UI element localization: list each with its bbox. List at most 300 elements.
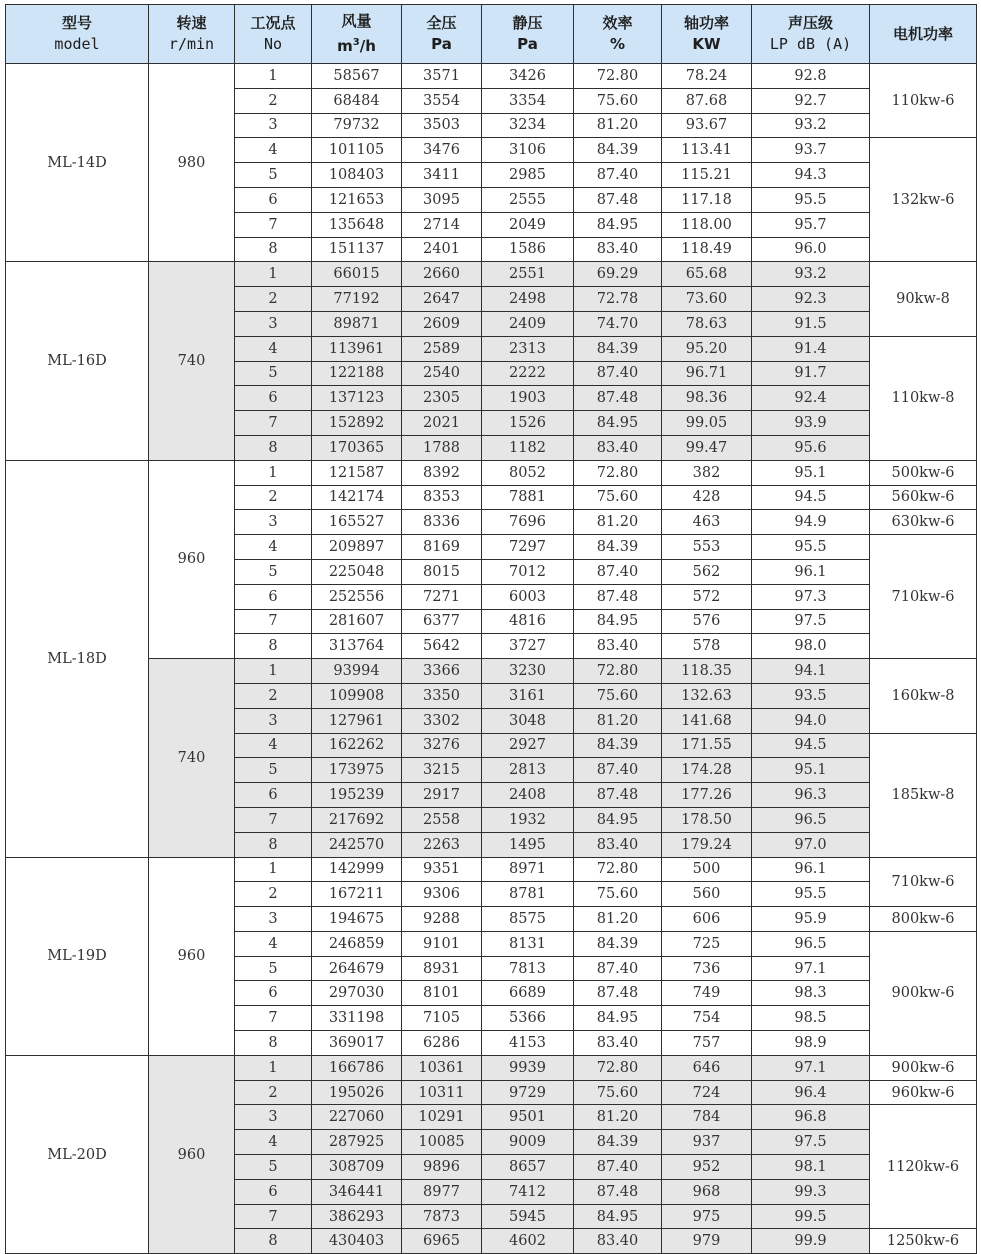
- total-pressure-cell: 5642: [402, 634, 482, 659]
- noise-cell: 95.7: [752, 212, 870, 237]
- efficiency-cell: 87.48: [574, 187, 662, 212]
- noise-cell: 98.3: [752, 981, 870, 1006]
- static-pressure-cell: 3354: [482, 88, 574, 113]
- flow-cell: 165527: [312, 510, 402, 535]
- flow-cell: 281607: [312, 609, 402, 634]
- efficiency-cell: 81.20: [574, 708, 662, 733]
- total-pressure-cell: 6286: [402, 1031, 482, 1056]
- table-header: [6, 5, 977, 64]
- static-pressure-cell: 5945: [482, 1204, 574, 1229]
- noise-cell: 96.5: [752, 931, 870, 956]
- flow-cell: 66015: [312, 262, 402, 287]
- flow-cell: 101105: [312, 138, 402, 163]
- efficiency-cell: 84.95: [574, 609, 662, 634]
- total-pressure-cell: 2647: [402, 287, 482, 312]
- header-static-en: Pa: [517, 35, 538, 53]
- header-flow-unit-b: /h: [359, 37, 376, 55]
- flow-cell: 122188: [312, 361, 402, 386]
- static-pressure-cell: 2408: [482, 783, 574, 808]
- efficiency-cell: 75.60: [574, 882, 662, 907]
- point-cell: 6: [235, 187, 312, 212]
- noise-cell: 91.4: [752, 336, 870, 361]
- shaft-power-cell: 98.36: [662, 386, 752, 411]
- noise-cell: 96.8: [752, 1105, 870, 1130]
- header-flow-unit-sup: 3: [352, 37, 360, 48]
- flow-cell: 137123: [312, 386, 402, 411]
- total-pressure-cell: 6377: [402, 609, 482, 634]
- speed-cell: 980: [149, 64, 235, 262]
- flow-cell: 430403: [312, 1229, 402, 1254]
- shaft-power-cell: 117.18: [662, 187, 752, 212]
- point-cell: 8: [235, 435, 312, 460]
- shaft-power-cell: 572: [662, 584, 752, 609]
- header-noise: [752, 5, 870, 64]
- static-pressure-cell: 2409: [482, 311, 574, 336]
- motor-power-cell: 185kw-8: [870, 733, 977, 857]
- efficiency-cell: 87.40: [574, 1155, 662, 1180]
- total-pressure-cell: 2714: [402, 212, 482, 237]
- shaft-power-cell: 560: [662, 882, 752, 907]
- static-pressure-cell: 2985: [482, 163, 574, 188]
- motor-power-cell: 1250kw-6: [870, 1229, 977, 1254]
- point-cell: 8: [235, 237, 312, 262]
- point-cell: 4: [235, 931, 312, 956]
- total-pressure-cell: 2660: [402, 262, 482, 287]
- noise-cell: 96.4: [752, 1080, 870, 1105]
- static-pressure-cell: 2222: [482, 361, 574, 386]
- noise-cell: 96.5: [752, 807, 870, 832]
- total-pressure-cell: 3350: [402, 683, 482, 708]
- model-cell: ML-19D: [6, 857, 149, 1055]
- point-cell: 3: [235, 510, 312, 535]
- point-cell: 3: [235, 1105, 312, 1130]
- point-cell: 4: [235, 1130, 312, 1155]
- static-pressure-cell: 8781: [482, 882, 574, 907]
- shaft-power-cell: 578: [662, 634, 752, 659]
- point-cell: 7: [235, 609, 312, 634]
- static-pressure-cell: 9501: [482, 1105, 574, 1130]
- total-pressure-cell: 7873: [402, 1204, 482, 1229]
- motor-power-cell: 900kw-6: [870, 1055, 977, 1080]
- flow-cell: 195026: [312, 1080, 402, 1105]
- static-pressure-cell: 7412: [482, 1179, 574, 1204]
- static-pressure-cell: 8971: [482, 857, 574, 882]
- point-cell: 1: [235, 262, 312, 287]
- shaft-power-cell: 73.60: [662, 287, 752, 312]
- table-body: [6, 64, 977, 1254]
- efficiency-cell: 72.80: [574, 460, 662, 485]
- noise-cell: 94.1: [752, 659, 870, 684]
- flow-cell: 287925: [312, 1130, 402, 1155]
- noise-cell: 95.9: [752, 907, 870, 932]
- noise-cell: 92.4: [752, 386, 870, 411]
- static-pressure-cell: 2313: [482, 336, 574, 361]
- flow-cell: 142174: [312, 485, 402, 510]
- efficiency-cell: 84.95: [574, 807, 662, 832]
- shaft-power-cell: 968: [662, 1179, 752, 1204]
- shaft-power-cell: 736: [662, 956, 752, 981]
- flow-cell: 68484: [312, 88, 402, 113]
- flow-cell: 109908: [312, 683, 402, 708]
- total-pressure-cell: 9351: [402, 857, 482, 882]
- static-pressure-cell: 7696: [482, 510, 574, 535]
- point-cell: 4: [235, 138, 312, 163]
- header-static-pressure: [482, 5, 574, 64]
- header-model-cn: 型号: [61, 14, 92, 32]
- shaft-power-cell: 975: [662, 1204, 752, 1229]
- total-pressure-cell: 3411: [402, 163, 482, 188]
- static-pressure-cell: 5366: [482, 1006, 574, 1031]
- efficiency-cell: 75.60: [574, 1080, 662, 1105]
- shaft-power-cell: 576: [662, 609, 752, 634]
- flow-cell: 167211: [312, 882, 402, 907]
- motor-power-cell: 500kw-6: [870, 460, 977, 485]
- static-pressure-cell: 6003: [482, 584, 574, 609]
- static-pressure-cell: 1495: [482, 832, 574, 857]
- total-pressure-cell: 10085: [402, 1130, 482, 1155]
- header-total-pressure: [402, 5, 482, 64]
- point-cell: 2: [235, 1080, 312, 1105]
- shaft-power-cell: 115.21: [662, 163, 752, 188]
- speed-cell: 740: [149, 659, 235, 857]
- static-pressure-cell: 9729: [482, 1080, 574, 1105]
- efficiency-cell: 81.20: [574, 1105, 662, 1130]
- motor-power-cell: 1120kw-6: [870, 1105, 977, 1229]
- shaft-power-cell: 99.47: [662, 435, 752, 460]
- noise-cell: 98.5: [752, 1006, 870, 1031]
- point-cell: 5: [235, 956, 312, 981]
- noise-cell: 95.5: [752, 187, 870, 212]
- noise-cell: 97.0: [752, 832, 870, 857]
- header-point-cn: 工况点: [250, 14, 296, 32]
- shaft-power-cell: 174.28: [662, 758, 752, 783]
- efficiency-cell: 87.48: [574, 386, 662, 411]
- point-cell: 6: [235, 981, 312, 1006]
- flow-cell: 77192: [312, 287, 402, 312]
- static-pressure-cell: 3230: [482, 659, 574, 684]
- header-noise-cn: 声压级: [787, 14, 833, 32]
- motor-power-cell: 800kw-6: [870, 907, 977, 932]
- model-cell: ML-16D: [6, 262, 149, 460]
- static-pressure-cell: 1903: [482, 386, 574, 411]
- total-pressure-cell: 3366: [402, 659, 482, 684]
- noise-cell: 94.0: [752, 708, 870, 733]
- point-cell: 8: [235, 1229, 312, 1254]
- efficiency-cell: 75.60: [574, 485, 662, 510]
- noise-cell: 93.2: [752, 113, 870, 138]
- point-cell: 2: [235, 88, 312, 113]
- point-cell: 7: [235, 212, 312, 237]
- shaft-power-cell: 553: [662, 535, 752, 560]
- efficiency-cell: 83.40: [574, 832, 662, 857]
- flow-cell: 127961: [312, 708, 402, 733]
- point-cell: 6: [235, 386, 312, 411]
- static-pressure-cell: 3048: [482, 708, 574, 733]
- total-pressure-cell: 3095: [402, 187, 482, 212]
- flow-cell: 252556: [312, 584, 402, 609]
- shaft-power-cell: 113.41: [662, 138, 752, 163]
- header-shaft-en: KW: [692, 35, 721, 53]
- static-pressure-cell: 2551: [482, 262, 574, 287]
- point-cell: 7: [235, 807, 312, 832]
- point-cell: 7: [235, 411, 312, 436]
- noise-cell: 96.1: [752, 857, 870, 882]
- total-pressure-cell: 3302: [402, 708, 482, 733]
- flow-cell: 242570: [312, 832, 402, 857]
- noise-cell: 95.5: [752, 535, 870, 560]
- header-model-en: model: [54, 35, 100, 53]
- static-pressure-cell: 2813: [482, 758, 574, 783]
- static-pressure-cell: 7813: [482, 956, 574, 981]
- flow-cell: 173975: [312, 758, 402, 783]
- header-speed: [149, 5, 235, 64]
- flow-cell: 331198: [312, 1006, 402, 1031]
- header-shaft-power: [662, 5, 752, 64]
- header-model: [6, 5, 149, 64]
- static-pressure-cell: 1586: [482, 237, 574, 262]
- static-pressure-cell: 4816: [482, 609, 574, 634]
- total-pressure-cell: 2558: [402, 807, 482, 832]
- efficiency-cell: 84.39: [574, 733, 662, 758]
- static-pressure-cell: 7012: [482, 559, 574, 584]
- header-shaft-cn: 轴功率: [683, 14, 729, 32]
- shaft-power-cell: 428: [662, 485, 752, 510]
- static-pressure-cell: 2498: [482, 287, 574, 312]
- total-pressure-cell: 2540: [402, 361, 482, 386]
- shaft-power-cell: 93.67: [662, 113, 752, 138]
- efficiency-cell: 83.40: [574, 237, 662, 262]
- flow-cell: 79732: [312, 113, 402, 138]
- model-cell: ML-14D: [6, 64, 149, 262]
- shaft-power-cell: 99.05: [662, 411, 752, 436]
- efficiency-cell: 81.20: [574, 113, 662, 138]
- noise-cell: 95.1: [752, 460, 870, 485]
- flow-cell: 113961: [312, 336, 402, 361]
- flow-cell: 194675: [312, 907, 402, 932]
- flow-cell: 195239: [312, 783, 402, 808]
- static-pressure-cell: 4153: [482, 1031, 574, 1056]
- total-pressure-cell: 8353: [402, 485, 482, 510]
- noise-cell: 99.5: [752, 1204, 870, 1229]
- point-cell: 3: [235, 113, 312, 138]
- static-pressure-cell: 8052: [482, 460, 574, 485]
- static-pressure-cell: 6689: [482, 981, 574, 1006]
- static-pressure-cell: 9939: [482, 1055, 574, 1080]
- static-pressure-cell: 1932: [482, 807, 574, 832]
- shaft-power-cell: 724: [662, 1080, 752, 1105]
- noise-cell: 96.1: [752, 559, 870, 584]
- speed-cell: 960: [149, 1055, 235, 1253]
- point-cell: 8: [235, 1031, 312, 1056]
- shaft-power-cell: 78.24: [662, 64, 752, 89]
- motor-power-cell: 710kw-6: [870, 857, 977, 907]
- efficiency-cell: 84.95: [574, 212, 662, 237]
- point-cell: 4: [235, 336, 312, 361]
- efficiency-cell: 84.39: [574, 535, 662, 560]
- shaft-power-cell: 952: [662, 1155, 752, 1180]
- efficiency-cell: 84.95: [574, 1204, 662, 1229]
- static-pressure-cell: 3234: [482, 113, 574, 138]
- flow-cell: 227060: [312, 1105, 402, 1130]
- flow-cell: 386293: [312, 1204, 402, 1229]
- noise-cell: 92.3: [752, 287, 870, 312]
- flow-cell: 170365: [312, 435, 402, 460]
- point-cell: 4: [235, 535, 312, 560]
- motor-power-cell: 960kw-6: [870, 1080, 977, 1105]
- efficiency-cell: 83.40: [574, 435, 662, 460]
- point-cell: 2: [235, 485, 312, 510]
- shaft-power-cell: 132.63: [662, 683, 752, 708]
- point-cell: 8: [235, 832, 312, 857]
- motor-power-cell: 710kw-6: [870, 535, 977, 659]
- flow-cell: 217692: [312, 807, 402, 832]
- shaft-power-cell: 646: [662, 1055, 752, 1080]
- flow-cell: 264679: [312, 956, 402, 981]
- flow-cell: 346441: [312, 1179, 402, 1204]
- efficiency-cell: 87.48: [574, 981, 662, 1006]
- shaft-power-cell: 784: [662, 1105, 752, 1130]
- header-efficiency: [574, 5, 662, 64]
- speed-cell: 740: [149, 262, 235, 460]
- shaft-power-cell: 757: [662, 1031, 752, 1056]
- total-pressure-cell: 2263: [402, 832, 482, 857]
- total-pressure-cell: 9306: [402, 882, 482, 907]
- noise-cell: 97.1: [752, 956, 870, 981]
- flow-cell: 166786: [312, 1055, 402, 1080]
- total-pressure-cell: 8392: [402, 460, 482, 485]
- noise-cell: 93.5: [752, 683, 870, 708]
- noise-cell: 94.5: [752, 733, 870, 758]
- total-pressure-cell: 10361: [402, 1055, 482, 1080]
- shaft-power-cell: 979: [662, 1229, 752, 1254]
- efficiency-cell: 75.60: [574, 683, 662, 708]
- flow-cell: 58567: [312, 64, 402, 89]
- shaft-power-cell: 78.63: [662, 311, 752, 336]
- total-pressure-cell: 8931: [402, 956, 482, 981]
- static-pressure-cell: 2555: [482, 187, 574, 212]
- noise-cell: 95.1: [752, 758, 870, 783]
- point-cell: 2: [235, 683, 312, 708]
- point-cell: 2: [235, 882, 312, 907]
- total-pressure-cell: 2305: [402, 386, 482, 411]
- flow-cell: 93994: [312, 659, 402, 684]
- total-pressure-cell: 8101: [402, 981, 482, 1006]
- efficiency-cell: 83.40: [574, 1031, 662, 1056]
- total-pressure-cell: 2609: [402, 311, 482, 336]
- noise-cell: 99.3: [752, 1179, 870, 1204]
- point-cell: 6: [235, 783, 312, 808]
- efficiency-cell: 72.80: [574, 64, 662, 89]
- efficiency-cell: 87.40: [574, 956, 662, 981]
- static-pressure-cell: 2927: [482, 733, 574, 758]
- efficiency-cell: 72.78: [574, 287, 662, 312]
- static-pressure-cell: 4602: [482, 1229, 574, 1254]
- header-speed-cn: 转速: [176, 14, 207, 32]
- point-cell: 6: [235, 1179, 312, 1204]
- noise-cell: 96.3: [752, 783, 870, 808]
- efficiency-cell: 83.40: [574, 634, 662, 659]
- total-pressure-cell: 9101: [402, 931, 482, 956]
- noise-cell: 95.6: [752, 435, 870, 460]
- efficiency-cell: 72.80: [574, 1055, 662, 1080]
- point-cell: 3: [235, 907, 312, 932]
- total-pressure-cell: 8169: [402, 535, 482, 560]
- flow-cell: 246859: [312, 931, 402, 956]
- point-cell: 8: [235, 634, 312, 659]
- table-row: [6, 857, 977, 882]
- efficiency-cell: 81.20: [574, 907, 662, 932]
- header-noise-en: LP dB (A): [769, 35, 852, 53]
- efficiency-cell: 84.39: [574, 336, 662, 361]
- flow-cell: 151137: [312, 237, 402, 262]
- motor-power-cell: 110kw-8: [870, 336, 977, 460]
- noise-cell: 98.0: [752, 634, 870, 659]
- header-speed-en: r/min: [168, 35, 215, 53]
- flow-cell: 121587: [312, 460, 402, 485]
- point-cell: 3: [235, 708, 312, 733]
- efficiency-cell: 74.70: [574, 311, 662, 336]
- total-pressure-cell: 3503: [402, 113, 482, 138]
- total-pressure-cell: 9896: [402, 1155, 482, 1180]
- efficiency-cell: 84.39: [574, 138, 662, 163]
- shaft-power-cell: 177.26: [662, 783, 752, 808]
- total-pressure-cell: 3476: [402, 138, 482, 163]
- point-cell: 5: [235, 559, 312, 584]
- static-pressure-cell: 7881: [482, 485, 574, 510]
- noise-cell: 97.3: [752, 584, 870, 609]
- header-static-cn: 静压: [512, 14, 543, 32]
- total-pressure-cell: 2021: [402, 411, 482, 436]
- table-row: [6, 460, 977, 485]
- noise-cell: 91.7: [752, 361, 870, 386]
- flow-cell: 369017: [312, 1031, 402, 1056]
- point-cell: 4: [235, 733, 312, 758]
- header-point: [235, 5, 312, 64]
- header-flow-cn: 风量: [341, 12, 372, 30]
- efficiency-cell: 87.48: [574, 783, 662, 808]
- total-pressure-cell: 2917: [402, 783, 482, 808]
- header-point-en: No: [263, 35, 283, 53]
- shaft-power-cell: 725: [662, 931, 752, 956]
- efficiency-cell: 84.95: [574, 411, 662, 436]
- point-cell: 5: [235, 361, 312, 386]
- shaft-power-cell: 96.71: [662, 361, 752, 386]
- total-pressure-cell: 8977: [402, 1179, 482, 1204]
- shaft-power-cell: 141.68: [662, 708, 752, 733]
- motor-power-cell: 110kw-6: [870, 64, 977, 138]
- noise-cell: 98.1: [752, 1155, 870, 1180]
- header-eff-en: %: [609, 35, 626, 53]
- efficiency-cell: 87.48: [574, 584, 662, 609]
- noise-cell: 91.5: [752, 311, 870, 336]
- flow-cell: 225048: [312, 559, 402, 584]
- noise-cell: 93.9: [752, 411, 870, 436]
- shaft-power-cell: 178.50: [662, 807, 752, 832]
- total-pressure-cell: 1788: [402, 435, 482, 460]
- efficiency-cell: 87.40: [574, 361, 662, 386]
- point-cell: 6: [235, 584, 312, 609]
- noise-cell: 99.9: [752, 1229, 870, 1254]
- flow-cell: 135648: [312, 212, 402, 237]
- motor-power-cell: 90kw-8: [870, 262, 977, 336]
- static-pressure-cell: 3426: [482, 64, 574, 89]
- model-cell: ML-20D: [6, 1055, 149, 1253]
- efficiency-cell: 75.60: [574, 88, 662, 113]
- flow-cell: 142999: [312, 857, 402, 882]
- noise-cell: 92.7: [752, 88, 870, 113]
- noise-cell: 97.1: [752, 1055, 870, 1080]
- noise-cell: 98.9: [752, 1031, 870, 1056]
